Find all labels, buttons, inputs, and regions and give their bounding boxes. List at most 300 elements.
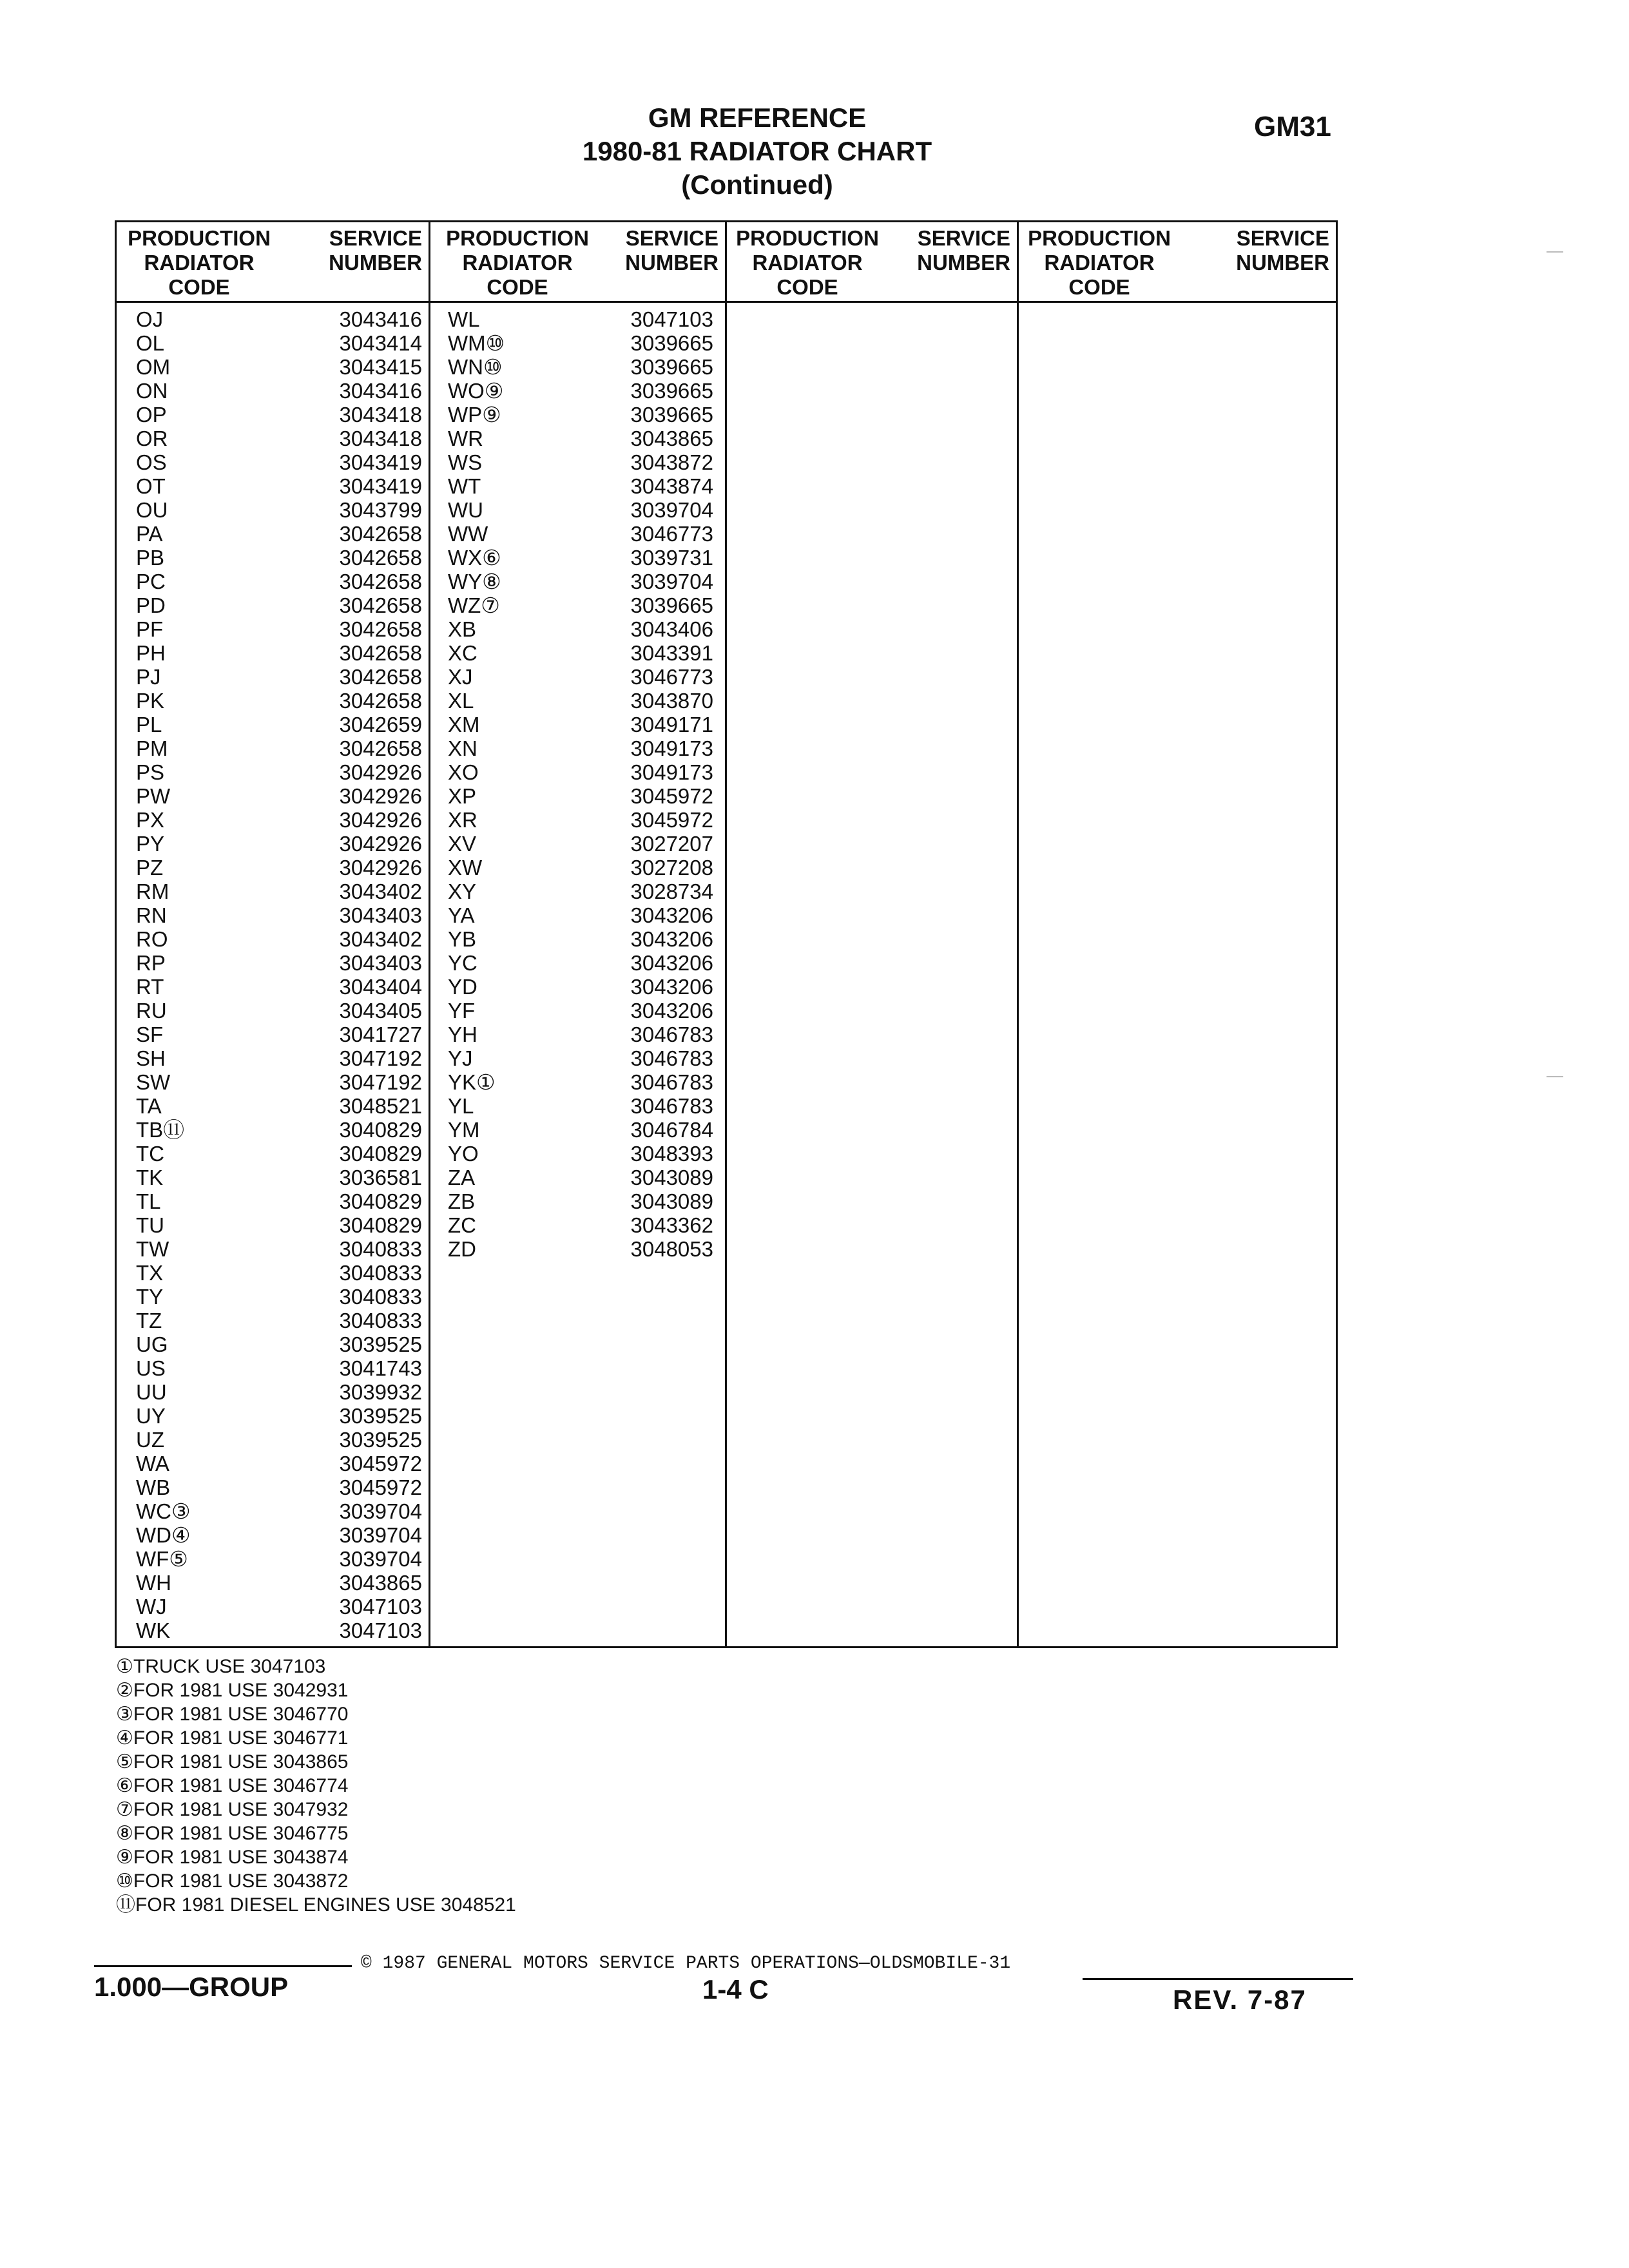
- table-row: [136, 1189, 422, 1213]
- service-number: 3048521: [339, 1094, 422, 1118]
- service-number: 3041743: [339, 1356, 422, 1380]
- radiator-code: RU: [136, 999, 167, 1023]
- table-row: [136, 1404, 422, 1428]
- column-divider: [1017, 222, 1019, 1646]
- table-row: [136, 1070, 422, 1094]
- service-number: 3042926: [339, 760, 422, 784]
- radiator-code: UG: [136, 1332, 168, 1356]
- radiator-code: TB⑪: [136, 1118, 185, 1142]
- footnote: ⑥FOR 1981 USE 3046774: [116, 1775, 349, 1796]
- service-number: 3043206: [630, 927, 713, 951]
- column-divider: [429, 222, 430, 1646]
- table-row: [448, 307, 718, 331]
- service-number: 3045972: [339, 1452, 422, 1475]
- table-row: [448, 1189, 718, 1213]
- radiator-code: XM: [448, 713, 480, 736]
- footnote: ⑤FOR 1981 USE 3043865: [116, 1751, 349, 1773]
- table-row: [448, 856, 718, 879]
- radiator-code: PJ: [136, 665, 161, 689]
- service-number: 3028734: [630, 879, 713, 903]
- radiator-code: XN: [448, 736, 477, 760]
- table-row: [136, 1452, 422, 1475]
- footnote: ⑦FOR 1981 USE 3047932: [116, 1799, 349, 1820]
- radiator-code: WH: [136, 1571, 171, 1595]
- service-number: 3039704: [339, 1499, 422, 1523]
- header-line: PRODUCTION: [446, 226, 589, 250]
- page-number: 1-4 C: [702, 1974, 769, 2004]
- table-row: [448, 903, 718, 927]
- radiator-code: SF: [136, 1023, 164, 1046]
- footnotes: [116, 1655, 516, 1917]
- service-number: 3042658: [339, 641, 422, 665]
- radiator-code: TK: [136, 1166, 164, 1189]
- table-row: [136, 951, 422, 975]
- radiator-code: WL: [448, 307, 480, 331]
- service-number: 3048053: [630, 1237, 713, 1261]
- service-number: 3040833: [339, 1261, 422, 1285]
- service-number: 3042659: [339, 713, 422, 736]
- table-row: [448, 1023, 718, 1046]
- title-line-2: 1980-81 RADIATOR CHART: [582, 136, 932, 166]
- table-row: [448, 1118, 718, 1142]
- table-row: [448, 427, 718, 450]
- table-row: [448, 1237, 718, 1261]
- service-number-header: [271, 226, 429, 305]
- service-number: 3043419: [339, 450, 422, 474]
- radiator-code: WP⑨: [448, 403, 501, 427]
- service-number: 3043418: [339, 403, 422, 427]
- table-row: [448, 951, 718, 975]
- radiator-code: UZ: [136, 1428, 164, 1452]
- table-row: [136, 355, 422, 379]
- table-row: [448, 522, 718, 546]
- group-label: 1.000—GROUP: [94, 1972, 289, 2002]
- footnote: ⑪FOR 1981 DIESEL ENGINES USE 3048521: [116, 1894, 516, 1916]
- service-number: 3039525: [339, 1428, 422, 1452]
- service-number: 3043865: [630, 427, 713, 450]
- service-number: 3046783: [630, 1094, 713, 1118]
- table-row: [448, 403, 718, 427]
- table-row: [136, 1261, 422, 1285]
- table-row: [448, 355, 718, 379]
- header-line: CODE: [168, 275, 230, 299]
- service-number: 3040829: [339, 1213, 422, 1237]
- table-row: [448, 999, 718, 1023]
- service-number: 3047103: [339, 1619, 422, 1642]
- service-number: 3043416: [339, 379, 422, 403]
- table-row: [448, 641, 718, 665]
- service-number: 3039525: [339, 1404, 422, 1428]
- header-line: PRODUCTION: [1028, 226, 1171, 250]
- table-row: [136, 665, 422, 689]
- radiator-code: ZA: [448, 1166, 476, 1189]
- radiator-code: ZD: [448, 1237, 476, 1261]
- radiator-code: YH: [448, 1023, 477, 1046]
- table-row: [136, 808, 422, 832]
- service-number: 3039665: [630, 403, 713, 427]
- revision-label: REV. 7-87: [1173, 1984, 1307, 2015]
- production-radiator-code-header: [730, 226, 885, 305]
- radiator-code: OT: [136, 474, 166, 498]
- service-number: 3039731: [630, 546, 713, 570]
- table-row: [448, 474, 718, 498]
- radiator-code: YJ: [448, 1046, 473, 1070]
- footnote: ⑧FOR 1981 USE 3046775: [116, 1823, 349, 1844]
- table-row: [136, 1332, 422, 1356]
- service-number: 3049173: [630, 760, 713, 784]
- radiator-code: OR: [136, 427, 168, 450]
- radiator-code: OL: [136, 331, 165, 355]
- radiator-code: YL: [448, 1094, 474, 1118]
- table-row: [136, 617, 422, 641]
- radiator-code: YO: [448, 1142, 479, 1166]
- radiator-code: WN⑩: [448, 355, 503, 379]
- footnote: ③FOR 1981 USE 3046770: [116, 1704, 349, 1725]
- service-number: 3042658: [339, 522, 422, 546]
- service-number: 3042658: [339, 617, 422, 641]
- radiator-code: XR: [448, 808, 477, 832]
- table-row: [448, 665, 718, 689]
- table-row: [448, 832, 718, 856]
- table-row: [136, 736, 422, 760]
- header-line: NUMBER: [329, 251, 422, 274]
- table-row: [448, 1070, 718, 1094]
- table-row: [448, 879, 718, 903]
- radiator-code: WA: [136, 1452, 169, 1475]
- service-number: 3043391: [630, 641, 713, 665]
- radiator-code: TA: [136, 1094, 162, 1118]
- footnote: ②FOR 1981 USE 3042931: [116, 1680, 349, 1701]
- service-number: 3040833: [339, 1309, 422, 1332]
- table-row: [136, 832, 422, 856]
- service-number: 3043403: [339, 951, 422, 975]
- radiator-code: PK: [136, 689, 165, 713]
- radiator-code: TC: [136, 1142, 164, 1166]
- header-line: NUMBER: [625, 251, 718, 274]
- copyright-notice: © 1987 GENERAL MOTORS SERVICE PARTS OPERATIONS—OLDSMOBILE-31: [361, 1954, 1011, 1974]
- service-number: 3042658: [339, 593, 422, 617]
- radiator-code: WC③: [136, 1499, 191, 1523]
- radiator-code: YA: [448, 903, 475, 927]
- radiator-code: WO⑨: [448, 379, 504, 403]
- header-line: SERVICE: [625, 226, 718, 250]
- service-number: 3039704: [630, 498, 713, 522]
- table-row: [136, 427, 422, 450]
- service-number: 3046773: [630, 522, 713, 546]
- table-row: [136, 1046, 422, 1070]
- radiator-code: YF: [448, 999, 476, 1023]
- table-row: [136, 450, 422, 474]
- service-number: 3046783: [630, 1070, 713, 1094]
- service-number: 3040829: [339, 1142, 422, 1166]
- radiator-code: XO: [448, 760, 479, 784]
- table-row: [448, 450, 718, 474]
- radiator-code: YM: [448, 1118, 480, 1142]
- table-row: [448, 760, 718, 784]
- radiator-code: ZB: [448, 1189, 476, 1213]
- scan-speck: [1547, 251, 1563, 253]
- service-number: 3039665: [630, 379, 713, 403]
- table-row: [136, 1356, 422, 1380]
- service-number: 3049173: [630, 736, 713, 760]
- radiator-code: WS: [448, 450, 483, 474]
- radiator-code: PA: [136, 522, 163, 546]
- radiator-code: OS: [136, 450, 167, 474]
- service-number: 3036581: [339, 1166, 422, 1189]
- header-line: SERVICE: [1236, 226, 1329, 250]
- table-row: [448, 736, 718, 760]
- radiator-code: XC: [448, 641, 477, 665]
- radiator-code: ZC: [448, 1213, 476, 1237]
- table-row: [448, 808, 718, 832]
- radiator-code: PB: [136, 546, 165, 570]
- radiator-code: XB: [448, 617, 477, 641]
- service-number-header: [1171, 226, 1336, 305]
- table-row: [136, 1285, 422, 1309]
- service-number: 3042658: [339, 689, 422, 713]
- header-line: SERVICE: [917, 226, 1010, 250]
- service-number: 3039704: [339, 1547, 422, 1571]
- radiator-code: WF⑤: [136, 1547, 188, 1571]
- service-number: 3039665: [630, 355, 713, 379]
- radiator-code: WY⑧: [448, 570, 501, 593]
- header-line: SERVICE: [329, 226, 422, 250]
- service-number: 3040829: [339, 1189, 422, 1213]
- table-row: [136, 1118, 422, 1142]
- service-number: 3041727: [339, 1023, 422, 1046]
- radiator-code: WM⑩: [448, 331, 505, 355]
- radiator-code: TZ: [136, 1309, 162, 1332]
- service-number: 3042926: [339, 856, 422, 879]
- table-row: [136, 760, 422, 784]
- header-line: RADIATOR: [752, 251, 863, 274]
- service-number-header: [880, 226, 1017, 305]
- service-number: 3043418: [339, 427, 422, 450]
- service-number: 3043865: [339, 1571, 422, 1595]
- production-radiator-code-header: [434, 226, 601, 305]
- service-number: 3039665: [630, 331, 713, 355]
- radiator-code: UU: [136, 1380, 167, 1404]
- service-number: 3042926: [339, 784, 422, 808]
- service-number: 3043415: [339, 355, 422, 379]
- service-number: 3042658: [339, 736, 422, 760]
- radiator-code: XY: [448, 879, 477, 903]
- service-number: 3043089: [630, 1166, 713, 1189]
- radiator-code: YD: [448, 975, 477, 999]
- service-number: 3046773: [630, 665, 713, 689]
- table-row: [136, 570, 422, 593]
- table-row: [448, 546, 718, 570]
- service-number: 3027208: [630, 856, 713, 879]
- table-row: [448, 784, 718, 808]
- table-row: [448, 689, 718, 713]
- table-row: [136, 879, 422, 903]
- table-row: [136, 593, 422, 617]
- service-number: 3042926: [339, 808, 422, 832]
- header-line: NUMBER: [917, 251, 1010, 274]
- table-row: [448, 1142, 718, 1166]
- header-line: RADIATOR: [144, 251, 255, 274]
- radiator-code: OM: [136, 355, 171, 379]
- radiator-code: PD: [136, 593, 166, 617]
- table-row: [136, 1595, 422, 1619]
- header-line: PRODUCTION: [128, 226, 271, 250]
- radiator-code: SH: [136, 1046, 166, 1070]
- header-line: RADIATOR: [462, 251, 573, 274]
- radiator-chart: [115, 220, 1338, 1648]
- table-row: [136, 999, 422, 1023]
- service-number: 3043206: [630, 903, 713, 927]
- title-line-3: (Continued): [681, 169, 833, 200]
- service-number: 3043874: [630, 474, 713, 498]
- radiator-code: PH: [136, 641, 166, 665]
- service-number: 3043416: [339, 307, 422, 331]
- chart-column-1: [136, 307, 422, 1642]
- table-row: [136, 903, 422, 927]
- service-number: 3043799: [339, 498, 422, 522]
- column-divider: [725, 222, 727, 1646]
- radiator-code: PM: [136, 736, 168, 760]
- service-number: 3039704: [630, 570, 713, 593]
- radiator-code: UY: [136, 1404, 166, 1428]
- radiator-code: WZ⑦: [448, 593, 500, 617]
- radiator-code: XV: [448, 832, 477, 856]
- table-row: [448, 713, 718, 736]
- radiator-code: WT: [448, 474, 481, 498]
- header-line: CODE: [1068, 275, 1130, 299]
- header-line: NUMBER: [1236, 251, 1329, 274]
- radiator-code: WW: [448, 522, 488, 546]
- table-row: [136, 1428, 422, 1452]
- table-row: [136, 975, 422, 999]
- footer-rule-left: [94, 1965, 352, 1967]
- table-row: [448, 1094, 718, 1118]
- table-row: [136, 1523, 422, 1547]
- table-row: [136, 1380, 422, 1404]
- service-number: 3040833: [339, 1237, 422, 1261]
- radiator-code: OP: [136, 403, 167, 427]
- radiator-code: WK: [136, 1619, 171, 1642]
- table-row: [448, 570, 718, 593]
- service-number: 3046783: [630, 1023, 713, 1046]
- service-number: 3047103: [630, 307, 713, 331]
- table-row: [136, 713, 422, 736]
- table-row: [136, 1094, 422, 1118]
- table-row: [448, 498, 718, 522]
- chart-column-2: [448, 307, 718, 1261]
- radiator-code: PW: [136, 784, 171, 808]
- table-row: [136, 546, 422, 570]
- service-number: 3042658: [339, 570, 422, 593]
- table-row: [136, 784, 422, 808]
- service-number-header: [596, 226, 725, 305]
- service-number: 3049171: [630, 713, 713, 736]
- radiator-code: OU: [136, 498, 168, 522]
- radiator-code: RN: [136, 903, 167, 927]
- radiator-code: RM: [136, 879, 169, 903]
- table-row: [136, 1547, 422, 1571]
- service-number: 3043206: [630, 951, 713, 975]
- footnote: ⑨FOR 1981 USE 3043874: [116, 1847, 349, 1868]
- radiator-code: PZ: [136, 856, 164, 879]
- radiator-code: PF: [136, 617, 164, 641]
- table-row: [448, 927, 718, 951]
- service-number: 3043403: [339, 903, 422, 927]
- table-row: [136, 474, 422, 498]
- service-number: 3040833: [339, 1285, 422, 1309]
- radiator-code: OJ: [136, 307, 164, 331]
- radiator-code: TY: [136, 1285, 164, 1309]
- production-radiator-code-header: [122, 226, 276, 305]
- radiator-code: RT: [136, 975, 164, 999]
- radiator-code: WR: [448, 427, 483, 450]
- table-row: [136, 1571, 422, 1595]
- radiator-code: PS: [136, 760, 165, 784]
- footnote: ⑩FOR 1981 USE 3043872: [116, 1870, 349, 1892]
- table-row: [136, 379, 422, 403]
- radiator-code: TL: [136, 1189, 161, 1213]
- service-number: 3043404: [339, 975, 422, 999]
- service-number: 3043405: [339, 999, 422, 1023]
- radiator-code: TU: [136, 1213, 164, 1237]
- table-row: [136, 1237, 422, 1261]
- table-row: [136, 641, 422, 665]
- service-number: 3047103: [339, 1595, 422, 1619]
- table-row: [136, 498, 422, 522]
- service-number: 3048393: [630, 1142, 713, 1166]
- radiator-code: PX: [136, 808, 165, 832]
- table-row: [136, 1499, 422, 1523]
- radiator-code: TX: [136, 1261, 164, 1285]
- service-number: 3043402: [339, 879, 422, 903]
- radiator-code: XW: [448, 856, 483, 879]
- table-row: [448, 1166, 718, 1189]
- table-row: [136, 1309, 422, 1332]
- table-row: [448, 593, 718, 617]
- radiator-code: XL: [448, 689, 474, 713]
- production-radiator-code-header: [1022, 226, 1177, 305]
- table-row: [136, 331, 422, 355]
- title-line-1: GM REFERENCE: [648, 102, 867, 133]
- table-row: [136, 403, 422, 427]
- header-line: PRODUCTION: [736, 226, 879, 250]
- service-number: 3040829: [339, 1118, 422, 1142]
- service-number: 3027207: [630, 832, 713, 856]
- table-row: [136, 1619, 422, 1642]
- table-row: [448, 1046, 718, 1070]
- radiator-code: PL: [136, 713, 162, 736]
- table-row: [448, 975, 718, 999]
- radiator-code: YK①: [448, 1070, 496, 1094]
- radiator-code: PC: [136, 570, 166, 593]
- radiator-code: WB: [136, 1475, 171, 1499]
- page-code: GM31: [1254, 111, 1331, 142]
- service-number: 3046783: [630, 1046, 713, 1070]
- radiator-code: WJ: [136, 1595, 167, 1619]
- service-number: 3039932: [339, 1380, 422, 1404]
- radiator-code: ON: [136, 379, 168, 403]
- radiator-code: RO: [136, 927, 168, 951]
- service-number: 3043406: [630, 617, 713, 641]
- radiator-code: WX⑥: [448, 546, 501, 570]
- footnote: ④FOR 1981 USE 3046771: [116, 1727, 349, 1749]
- radiator-code: WD④: [136, 1523, 191, 1547]
- service-number: 3043414: [339, 331, 422, 355]
- service-number: 3047192: [339, 1046, 422, 1070]
- radiator-code: WU: [448, 498, 483, 522]
- service-number: 3043872: [630, 450, 713, 474]
- service-number: 3039704: [339, 1523, 422, 1547]
